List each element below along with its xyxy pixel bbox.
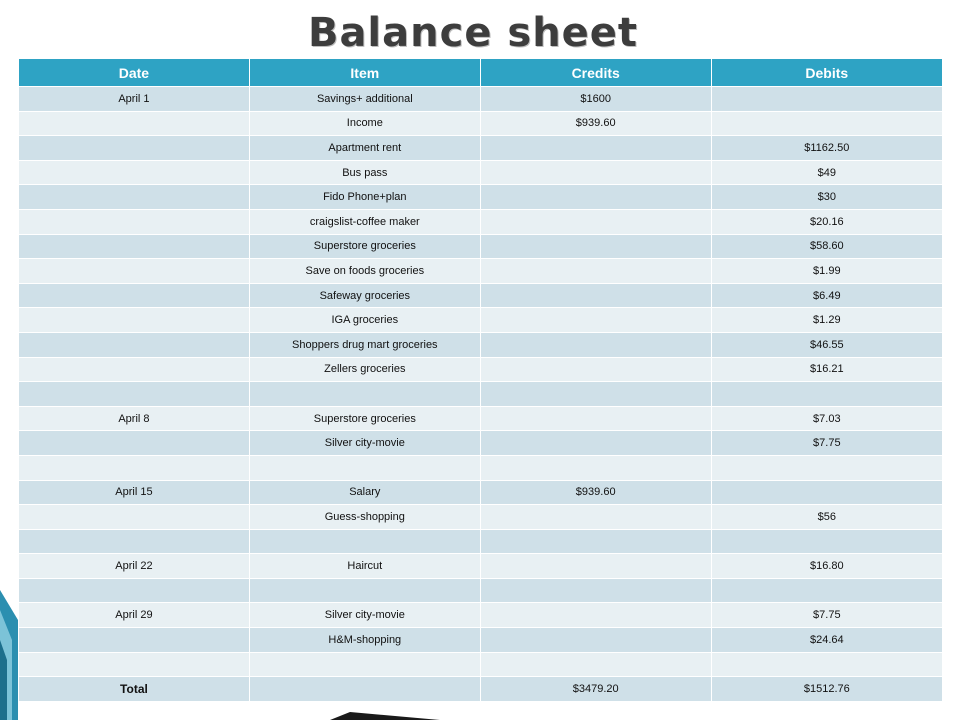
- table-row: [19, 554, 943, 579]
- table-row: [19, 259, 943, 284]
- header-credits: Credits: [480, 59, 711, 87]
- cell-debits: [711, 652, 942, 677]
- cell-item: Safeway groceries: [249, 283, 480, 308]
- table-row: [19, 308, 943, 333]
- cell-debits: [711, 529, 942, 554]
- cell-item: [249, 455, 480, 480]
- header-date: Date: [19, 59, 250, 87]
- cell-date: [19, 111, 250, 136]
- bottom-decoration-icon: [330, 712, 440, 720]
- table-row: [19, 406, 943, 431]
- cell-date: April 15: [19, 480, 250, 505]
- cell-item: [249, 382, 480, 407]
- table-row: [19, 185, 943, 210]
- cell-item: craigslist-coffee maker: [249, 209, 480, 234]
- total-label: Total: [19, 677, 250, 701]
- balance-table: [18, 59, 942, 701]
- total-debits: $1512.76: [711, 677, 942, 701]
- cell-credits: [480, 455, 711, 480]
- cell-item: Bus pass: [249, 160, 480, 185]
- cell-credits: [480, 382, 711, 407]
- cell-date: [19, 529, 250, 554]
- table-row: [19, 431, 943, 456]
- cell-item: Savings+ additional: [249, 87, 480, 112]
- cell-debits: $7.75: [711, 603, 942, 628]
- cell-item: [249, 578, 480, 603]
- cell-date: [19, 382, 250, 407]
- cell-item: Superstore groceries: [249, 234, 480, 259]
- cell-date: [19, 332, 250, 357]
- cell-debits: $7.03: [711, 406, 942, 431]
- table-row: [19, 455, 943, 480]
- cell-date: [19, 578, 250, 603]
- cell-credits: [480, 308, 711, 333]
- total-item: [249, 677, 480, 701]
- table-row: [19, 382, 943, 407]
- cell-credits: [480, 357, 711, 382]
- cell-debits: $58.60: [711, 234, 942, 259]
- cell-credits: [480, 628, 711, 653]
- cell-credits: [480, 259, 711, 284]
- table-row: [19, 652, 943, 677]
- cell-credits: [480, 185, 711, 210]
- cell-debits: $6.49: [711, 283, 942, 308]
- corner-decoration-icon: [0, 580, 18, 720]
- cell-debits: [711, 87, 942, 112]
- cell-credits: [480, 136, 711, 161]
- cell-date: [19, 308, 250, 333]
- cell-date: [19, 505, 250, 530]
- cell-item: IGA groceries: [249, 308, 480, 333]
- cell-date: [19, 431, 250, 456]
- cell-credits: [480, 529, 711, 554]
- table-row: [19, 603, 943, 628]
- cell-date: [19, 455, 250, 480]
- cell-item: H&M-shopping: [249, 628, 480, 653]
- cell-date: [19, 357, 250, 382]
- cell-date: [19, 136, 250, 161]
- cell-credits: [480, 283, 711, 308]
- cell-debits: [711, 455, 942, 480]
- cell-item: Save on foods groceries: [249, 259, 480, 284]
- table-header-row: [19, 59, 943, 87]
- cell-item: Guess-shopping: [249, 505, 480, 530]
- cell-credits: [480, 234, 711, 259]
- cell-item: Silver city-movie: [249, 603, 480, 628]
- cell-debits: [711, 578, 942, 603]
- cell-date: [19, 652, 250, 677]
- cell-item: Superstore groceries: [249, 406, 480, 431]
- cell-credits: [480, 603, 711, 628]
- cell-credits: [480, 332, 711, 357]
- cell-item: [249, 529, 480, 554]
- cell-date: April 29: [19, 603, 250, 628]
- cell-credits: [480, 431, 711, 456]
- cell-debits: $30: [711, 185, 942, 210]
- header-item: Item: [249, 59, 480, 87]
- cell-item: Haircut: [249, 554, 480, 579]
- cell-debits: $1.99: [711, 259, 942, 284]
- cell-item: Silver city-movie: [249, 431, 480, 456]
- cell-date: [19, 160, 250, 185]
- cell-credits: $939.60: [480, 480, 711, 505]
- table-row: [19, 505, 943, 530]
- table-row: [19, 628, 943, 653]
- cell-debits: $56: [711, 505, 942, 530]
- total-credits: $3479.20: [480, 677, 711, 701]
- cell-debits: $46.55: [711, 332, 942, 357]
- table-row: [19, 578, 943, 603]
- table-row: [19, 529, 943, 554]
- cell-date: [19, 628, 250, 653]
- cell-debits: $1162.50: [711, 136, 942, 161]
- cell-credits: [480, 652, 711, 677]
- cell-debits: $16.21: [711, 357, 942, 382]
- cell-date: [19, 185, 250, 210]
- header-debits: Debits: [711, 59, 942, 87]
- table-row: [19, 111, 943, 136]
- cell-item: Fido Phone+plan: [249, 185, 480, 210]
- cell-credits: [480, 554, 711, 579]
- table-row: [19, 283, 943, 308]
- cell-item: Shoppers drug mart groceries: [249, 332, 480, 357]
- cell-credits: [480, 406, 711, 431]
- cell-date: April 8: [19, 406, 250, 431]
- table-row: [19, 87, 943, 112]
- table-row: [19, 209, 943, 234]
- cell-date: [19, 209, 250, 234]
- table-row: [19, 136, 943, 161]
- cell-debits: $1.29: [711, 308, 942, 333]
- cell-debits: [711, 382, 942, 407]
- cell-debits: [711, 480, 942, 505]
- cell-debits: [711, 111, 942, 136]
- table-row: [19, 332, 943, 357]
- cell-debits: $24.64: [711, 628, 942, 653]
- cell-debits: $16.80: [711, 554, 942, 579]
- cell-credits: [480, 209, 711, 234]
- cell-date: [19, 259, 250, 284]
- cell-item: Income: [249, 111, 480, 136]
- cell-date: [19, 234, 250, 259]
- cell-item: [249, 652, 480, 677]
- total-row: [19, 677, 943, 701]
- cell-credits: [480, 578, 711, 603]
- page-title: Balance sheet: [307, 10, 639, 56]
- cell-debits: $7.75: [711, 431, 942, 456]
- cell-credits: [480, 160, 711, 185]
- table-row: [19, 357, 943, 382]
- cell-credits: $1600: [480, 87, 711, 112]
- cell-date: April 1: [19, 87, 250, 112]
- cell-debits: $20.16: [711, 209, 942, 234]
- table-row: [19, 480, 943, 505]
- cell-item: Zellers groceries: [249, 357, 480, 382]
- cell-date: April 22: [19, 554, 250, 579]
- cell-item: Apartment rent: [249, 136, 480, 161]
- table-row: [19, 160, 943, 185]
- table-row: [19, 234, 943, 259]
- cell-credits: [480, 505, 711, 530]
- cell-date: [19, 283, 250, 308]
- cell-debits: $49: [711, 160, 942, 185]
- cell-item: Salary: [249, 480, 480, 505]
- cell-credits: $939.60: [480, 111, 711, 136]
